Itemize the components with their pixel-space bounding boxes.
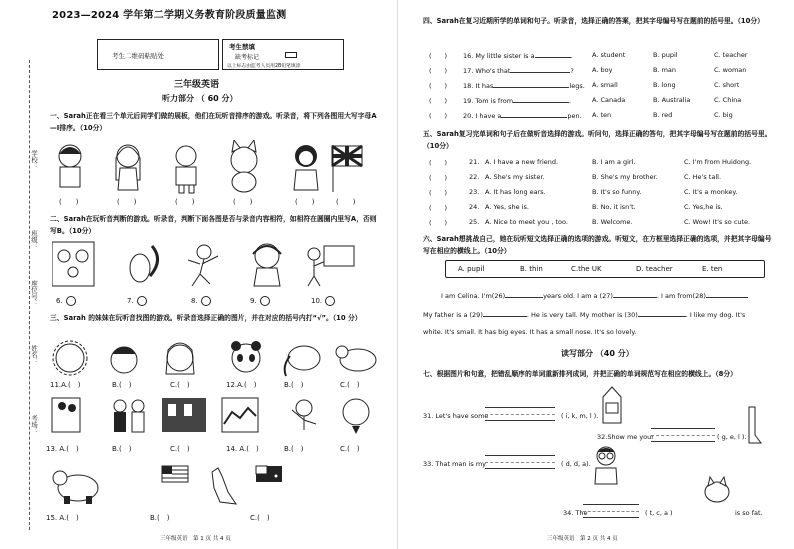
q1-answer-4[interactable]: ( ) bbox=[233, 198, 253, 206]
exam-page-2 bbox=[397, 0, 794, 549]
q1-answer-3[interactable]: ( ) bbox=[175, 198, 195, 206]
q1-answer-1[interactable]: ( ) bbox=[59, 198, 79, 206]
q5-opt-a: A. Nice to meet you , too. bbox=[485, 218, 568, 226]
q3-14a[interactable]: 14. A.( ) bbox=[226, 445, 259, 453]
q3-row2-pictures bbox=[50, 394, 380, 436]
answer-blank bbox=[510, 72, 570, 73]
q3-12b[interactable]: B.( ) bbox=[284, 381, 304, 389]
old-man-picture bbox=[176, 146, 196, 193]
q5-opt-b: B. No, it isn't. bbox=[592, 203, 636, 211]
bear-picture bbox=[336, 346, 376, 371]
q7-tail-34: is so fat. bbox=[735, 509, 763, 517]
q4-row bbox=[429, 96, 571, 105]
q4-row bbox=[429, 81, 585, 90]
q6-text: years old. I am a (27) bbox=[543, 292, 613, 300]
q6-text: My father is a (29) bbox=[423, 311, 483, 319]
option-b: B. man bbox=[653, 66, 677, 74]
q7-instruction: 七、根据图片和句意，把错乱顺序的单词重新排列成词，并把正确的单词规范写在相应的横线上。（8分） bbox=[423, 370, 737, 378]
exam-title: 2023—2024 学年第二学期义务教育阶段质量监测 bbox=[52, 10, 287, 21]
q2-num-7: 7. bbox=[127, 297, 134, 305]
answer-blank bbox=[501, 117, 567, 118]
q3-14b[interactable]: B.( ) bbox=[284, 445, 304, 453]
q2-answer-circle-7[interactable] bbox=[137, 296, 147, 306]
binding-line bbox=[14, 60, 30, 530]
fat-cat-picture bbox=[702, 474, 732, 504]
q3-15a[interactable]: 15. A.( ) bbox=[46, 514, 79, 522]
blank-26[interactable] bbox=[505, 297, 543, 298]
option-a: A. student bbox=[592, 51, 626, 59]
girl-picture bbox=[116, 145, 140, 190]
q5-answer-23[interactable]: ( ) bbox=[429, 189, 448, 197]
side-seat: 座位号： bbox=[30, 280, 38, 306]
q5-answer-25[interactable]: ( ) bbox=[429, 219, 448, 227]
q5-num-25: 25. bbox=[469, 218, 480, 226]
q3-12c[interactable]: C.( ) bbox=[340, 381, 360, 389]
q2-answer-circle-8[interactable] bbox=[201, 296, 211, 306]
side-name: 姓名： bbox=[30, 345, 38, 365]
option-c: C. short bbox=[714, 81, 740, 89]
q7-stem-33: 33. That man is my bbox=[423, 460, 487, 468]
q3-15c[interactable]: C.( ) bbox=[250, 514, 270, 522]
option-a: A. boy bbox=[592, 66, 613, 74]
option-a: A. ten bbox=[592, 111, 612, 119]
side-room: 考场： bbox=[30, 415, 38, 435]
q3-row3-pictures bbox=[50, 462, 300, 508]
q5-num-21: 21. bbox=[469, 158, 480, 166]
blank-27[interactable] bbox=[613, 297, 657, 298]
q3-13c[interactable]: C.( ) bbox=[170, 445, 190, 453]
q6-text: . I like my dog. It's bbox=[685, 311, 746, 319]
squirrel-picture bbox=[130, 246, 158, 282]
teacher-blackboard-picture bbox=[308, 246, 354, 286]
q5-opt-b: B. I am a girl. bbox=[592, 158, 636, 166]
q2-pictures bbox=[52, 240, 382, 290]
answer-paren[interactable]: ( ) bbox=[429, 52, 448, 60]
q6-instruction: 六、Sarah想挑战自己，她在玩听短文选择正确的选项的游戏。听短文，在方框里选择正确的选项，并把其字母编号写在相应的横线上。（10分） bbox=[423, 235, 772, 255]
q5-opt-a: A. She's my sister. bbox=[485, 173, 545, 181]
panda-walking-picture bbox=[53, 471, 98, 504]
milk-carton-picture bbox=[599, 385, 625, 425]
side-school: 学校： bbox=[30, 150, 38, 170]
q6-text: . He is very tall. My mother is (30) bbox=[526, 311, 638, 319]
elephant-picture bbox=[285, 346, 320, 376]
family-photo-picture bbox=[52, 242, 94, 286]
answer-paren[interactable]: ( ) bbox=[429, 112, 448, 120]
q5-instruction: 五、Sarah复习完单词和句子后在做听音选择的游戏。听问句，选择正确的答句，把其字母编号写在题前的括号里。（10分） bbox=[423, 130, 772, 150]
question-stem: 18. It has bbox=[463, 82, 494, 90]
answer-blank bbox=[535, 57, 571, 58]
grandma-picture bbox=[253, 244, 281, 286]
q5-opt-a: A. It has long ears. bbox=[485, 188, 546, 196]
absent-mark-checkbox[interactable] bbox=[285, 52, 297, 58]
q7-stem-31: 31. Let's have some bbox=[423, 412, 489, 420]
two-children-picture bbox=[114, 400, 144, 432]
option-b: B. long bbox=[653, 81, 676, 89]
q3-15b[interactable]: B.( ) bbox=[150, 514, 170, 522]
q4-row bbox=[429, 111, 582, 120]
notice-title: 考生禁填 bbox=[229, 43, 255, 51]
q3-instruction: 三、Sarah 的妹妹在玩听音找图的游戏。听录音选择正确的图片，并在对应的括号内打“√”。（10 分） bbox=[50, 314, 362, 322]
q3-12a[interactable]: 12.A.( ) bbox=[226, 381, 257, 389]
q7-stem-32: 32.Show me your bbox=[597, 433, 654, 441]
option-a: A. small bbox=[592, 81, 618, 89]
q6-option-b: B. thin bbox=[520, 265, 543, 273]
boy-tie-picture bbox=[343, 399, 369, 434]
q5-opt-a: A. Yes, she is. bbox=[485, 203, 529, 211]
stem-tail: . bbox=[569, 97, 572, 105]
question-stem: 16. My little sister is a bbox=[463, 52, 535, 60]
monkey-picture bbox=[188, 245, 218, 286]
side-class: 班级： bbox=[30, 230, 38, 250]
q6-option-box bbox=[445, 260, 765, 278]
q3-14c[interactable]: C.( ) bbox=[340, 445, 360, 453]
q5-num-23: 23. bbox=[469, 188, 480, 196]
q5-opt-b: B. It's so funny. bbox=[592, 188, 642, 196]
uk-flag-picture bbox=[332, 146, 362, 192]
q6-option-c: C.the UK bbox=[571, 265, 602, 273]
blank-30[interactable] bbox=[638, 316, 686, 317]
q2-answer-circle-9[interactable] bbox=[260, 296, 270, 306]
q5-opt-c: C. Wow! It's so cute. bbox=[684, 218, 751, 226]
absent-notice-box bbox=[222, 39, 344, 70]
section-2-title: 读写部分 （40 分） bbox=[561, 349, 634, 358]
q6-passage-line-3: white. It's small. It has big eyes. It has a small nose. It's so lovely. bbox=[423, 328, 637, 336]
q1-pictures bbox=[52, 140, 382, 195]
q3-11a[interactable]: 11.A.( ) bbox=[50, 381, 81, 389]
q6-passage-line-1 bbox=[441, 292, 748, 300]
long-hair-girl-picture bbox=[166, 343, 194, 374]
curly-hair-girl-picture bbox=[53, 341, 87, 375]
answer-paren[interactable]: ( ) bbox=[429, 82, 448, 90]
q5-opt-b: B. She's my brother. bbox=[592, 173, 658, 181]
stem-tail: pen. bbox=[567, 112, 582, 120]
q7-write-lines-31[interactable] bbox=[485, 407, 555, 421]
q5-opt-c: C. He's tall. bbox=[684, 173, 722, 181]
answer-paren[interactable]: ( ) bbox=[429, 67, 448, 75]
q7-write-lines-32[interactable] bbox=[651, 428, 715, 442]
subject-title: 三年级英语 bbox=[174, 80, 220, 90]
answer-blank bbox=[493, 87, 569, 88]
section-title: 听力部分 （ 60 分） bbox=[162, 94, 238, 103]
classroom-picture bbox=[162, 398, 206, 432]
stem-tail: ? bbox=[570, 67, 574, 75]
q5-answer-24[interactable]: ( ) bbox=[429, 204, 448, 212]
q3-11b[interactable]: B.( ) bbox=[112, 381, 132, 389]
people-sitting-picture bbox=[52, 398, 80, 432]
page-2-footer: 三年级英语 第 2 页 共 4 页 bbox=[547, 536, 618, 542]
question-stem: 20. I have a bbox=[463, 112, 502, 120]
notice-small: 以上标志由监考人员用2B铅笔填涂 bbox=[227, 64, 301, 69]
blank-29[interactable] bbox=[483, 316, 527, 317]
q5-num-24: 24. bbox=[469, 203, 480, 211]
page-1-footer: 三年级英语 第 1 页 共 4 页 bbox=[160, 536, 231, 542]
panda-picture bbox=[231, 341, 261, 372]
q2-num-8: 8. bbox=[191, 297, 198, 305]
q7-letters-33: ( d, d, a). bbox=[561, 460, 591, 468]
woman-picture bbox=[294, 145, 318, 190]
q7-write-lines-33[interactable] bbox=[485, 455, 555, 469]
q4-row bbox=[429, 66, 574, 75]
australia-flag-picture bbox=[256, 466, 282, 482]
q2-num-10: 10. bbox=[311, 297, 323, 305]
q3-13a[interactable]: 13. A.( ) bbox=[46, 445, 79, 453]
q7-letters-34: ( t, c, a ) bbox=[645, 509, 673, 517]
waving-boy-picture bbox=[292, 400, 316, 430]
kangaroo-picture bbox=[212, 468, 236, 504]
great-wall-picture bbox=[222, 398, 258, 432]
q5-opt-c: C. I'm from Huidong. bbox=[684, 158, 752, 166]
q6-option-e: E. ten bbox=[702, 265, 723, 273]
blank-28[interactable] bbox=[706, 297, 748, 298]
short-hair-boy-picture bbox=[111, 347, 137, 373]
q5-opt-a: A. I have a new friend. bbox=[485, 158, 559, 166]
option-a: A. Canada bbox=[592, 96, 626, 104]
q5-opt-b: B. Welcome. bbox=[592, 218, 633, 226]
q5-opt-c: C. Yes,he is. bbox=[684, 203, 723, 211]
q6-passage-line-2 bbox=[423, 311, 745, 319]
cat-picture bbox=[231, 140, 257, 192]
q5-answer-22[interactable]: ( ) bbox=[429, 174, 448, 182]
stem-tail: . bbox=[570, 52, 573, 60]
option-b: B. red bbox=[653, 111, 673, 119]
q5-opt-c: C. It's a monkey. bbox=[684, 188, 738, 196]
question-stem: 17. Who's that bbox=[463, 67, 511, 75]
option-c: C. teacher bbox=[714, 51, 748, 59]
q4-instruction: 四、Sarah在复习近期所学的单词和句子。听录音，选择正确的答案，把其字母编号写在题前的括号里。（10分） bbox=[423, 17, 764, 25]
q2-num-9: 9. bbox=[250, 297, 257, 305]
stem-tail: legs. bbox=[569, 82, 585, 90]
q6-option-d: D. teacher bbox=[636, 265, 673, 273]
option-b: B. pupil bbox=[653, 51, 678, 59]
boy-picture bbox=[59, 145, 81, 187]
q4-row bbox=[429, 51, 573, 60]
answer-blank bbox=[513, 102, 569, 103]
q6-text: . I am from(28) bbox=[656, 292, 706, 300]
q1-instruction: 一、Sarah正在看三个单元后同学们做的展板，他们在玩听音排序的游戏。听录音，将下列各图用大写字母A—I排序。（10分） bbox=[50, 112, 377, 132]
question-stem: 19. Tom is from bbox=[463, 97, 514, 105]
q5-answer-21[interactable]: ( ) bbox=[429, 159, 448, 167]
answer-paren[interactable]: ( ) bbox=[429, 97, 448, 105]
q3-row1-pictures bbox=[50, 338, 380, 378]
q7-letters-31: ( i, k, m, l ). bbox=[561, 412, 599, 420]
q2-answer-circle-10[interactable] bbox=[325, 296, 335, 306]
usa-flag-picture bbox=[162, 466, 188, 482]
q1-answer-6[interactable]: ( ) bbox=[336, 198, 356, 206]
man-with-glasses-picture bbox=[591, 444, 621, 486]
q1-answer-5[interactable]: ( ) bbox=[295, 198, 315, 206]
q6-text: I am Celina. I'm(26) bbox=[441, 292, 506, 300]
option-c: C. woman bbox=[714, 66, 747, 74]
q7-letters-32: ( g, e, l ). bbox=[717, 433, 747, 441]
q2-instruction: 二、Sarah在玩听音判断的游戏。听录音，判断下面各图是否与录音内容相符，如相符在圆圈内里写A，否则写B。（10分） bbox=[50, 215, 377, 235]
barcode-box bbox=[97, 39, 219, 70]
option-c: C. big bbox=[714, 111, 733, 119]
q6-option-a: A. pupil bbox=[458, 265, 485, 273]
notice-sub: 缺考标记 bbox=[235, 54, 260, 61]
option-c: C. China bbox=[714, 96, 742, 104]
q3-11c[interactable]: C.( ) bbox=[170, 381, 190, 389]
q2-num-6: 6. bbox=[56, 297, 63, 305]
option-b: B. Australia bbox=[653, 96, 691, 104]
q1-answer-2[interactable]: ( ) bbox=[117, 198, 137, 206]
q5-num-22: 22. bbox=[469, 173, 480, 181]
q7-stem-34: 34. The bbox=[563, 509, 588, 517]
q7-write-lines-34[interactable] bbox=[583, 504, 639, 518]
barcode-label: 考生二维码粘贴处 bbox=[112, 52, 164, 60]
q2-answer-circle-6[interactable] bbox=[66, 296, 76, 306]
q3-13b[interactable]: B.( ) bbox=[112, 445, 132, 453]
